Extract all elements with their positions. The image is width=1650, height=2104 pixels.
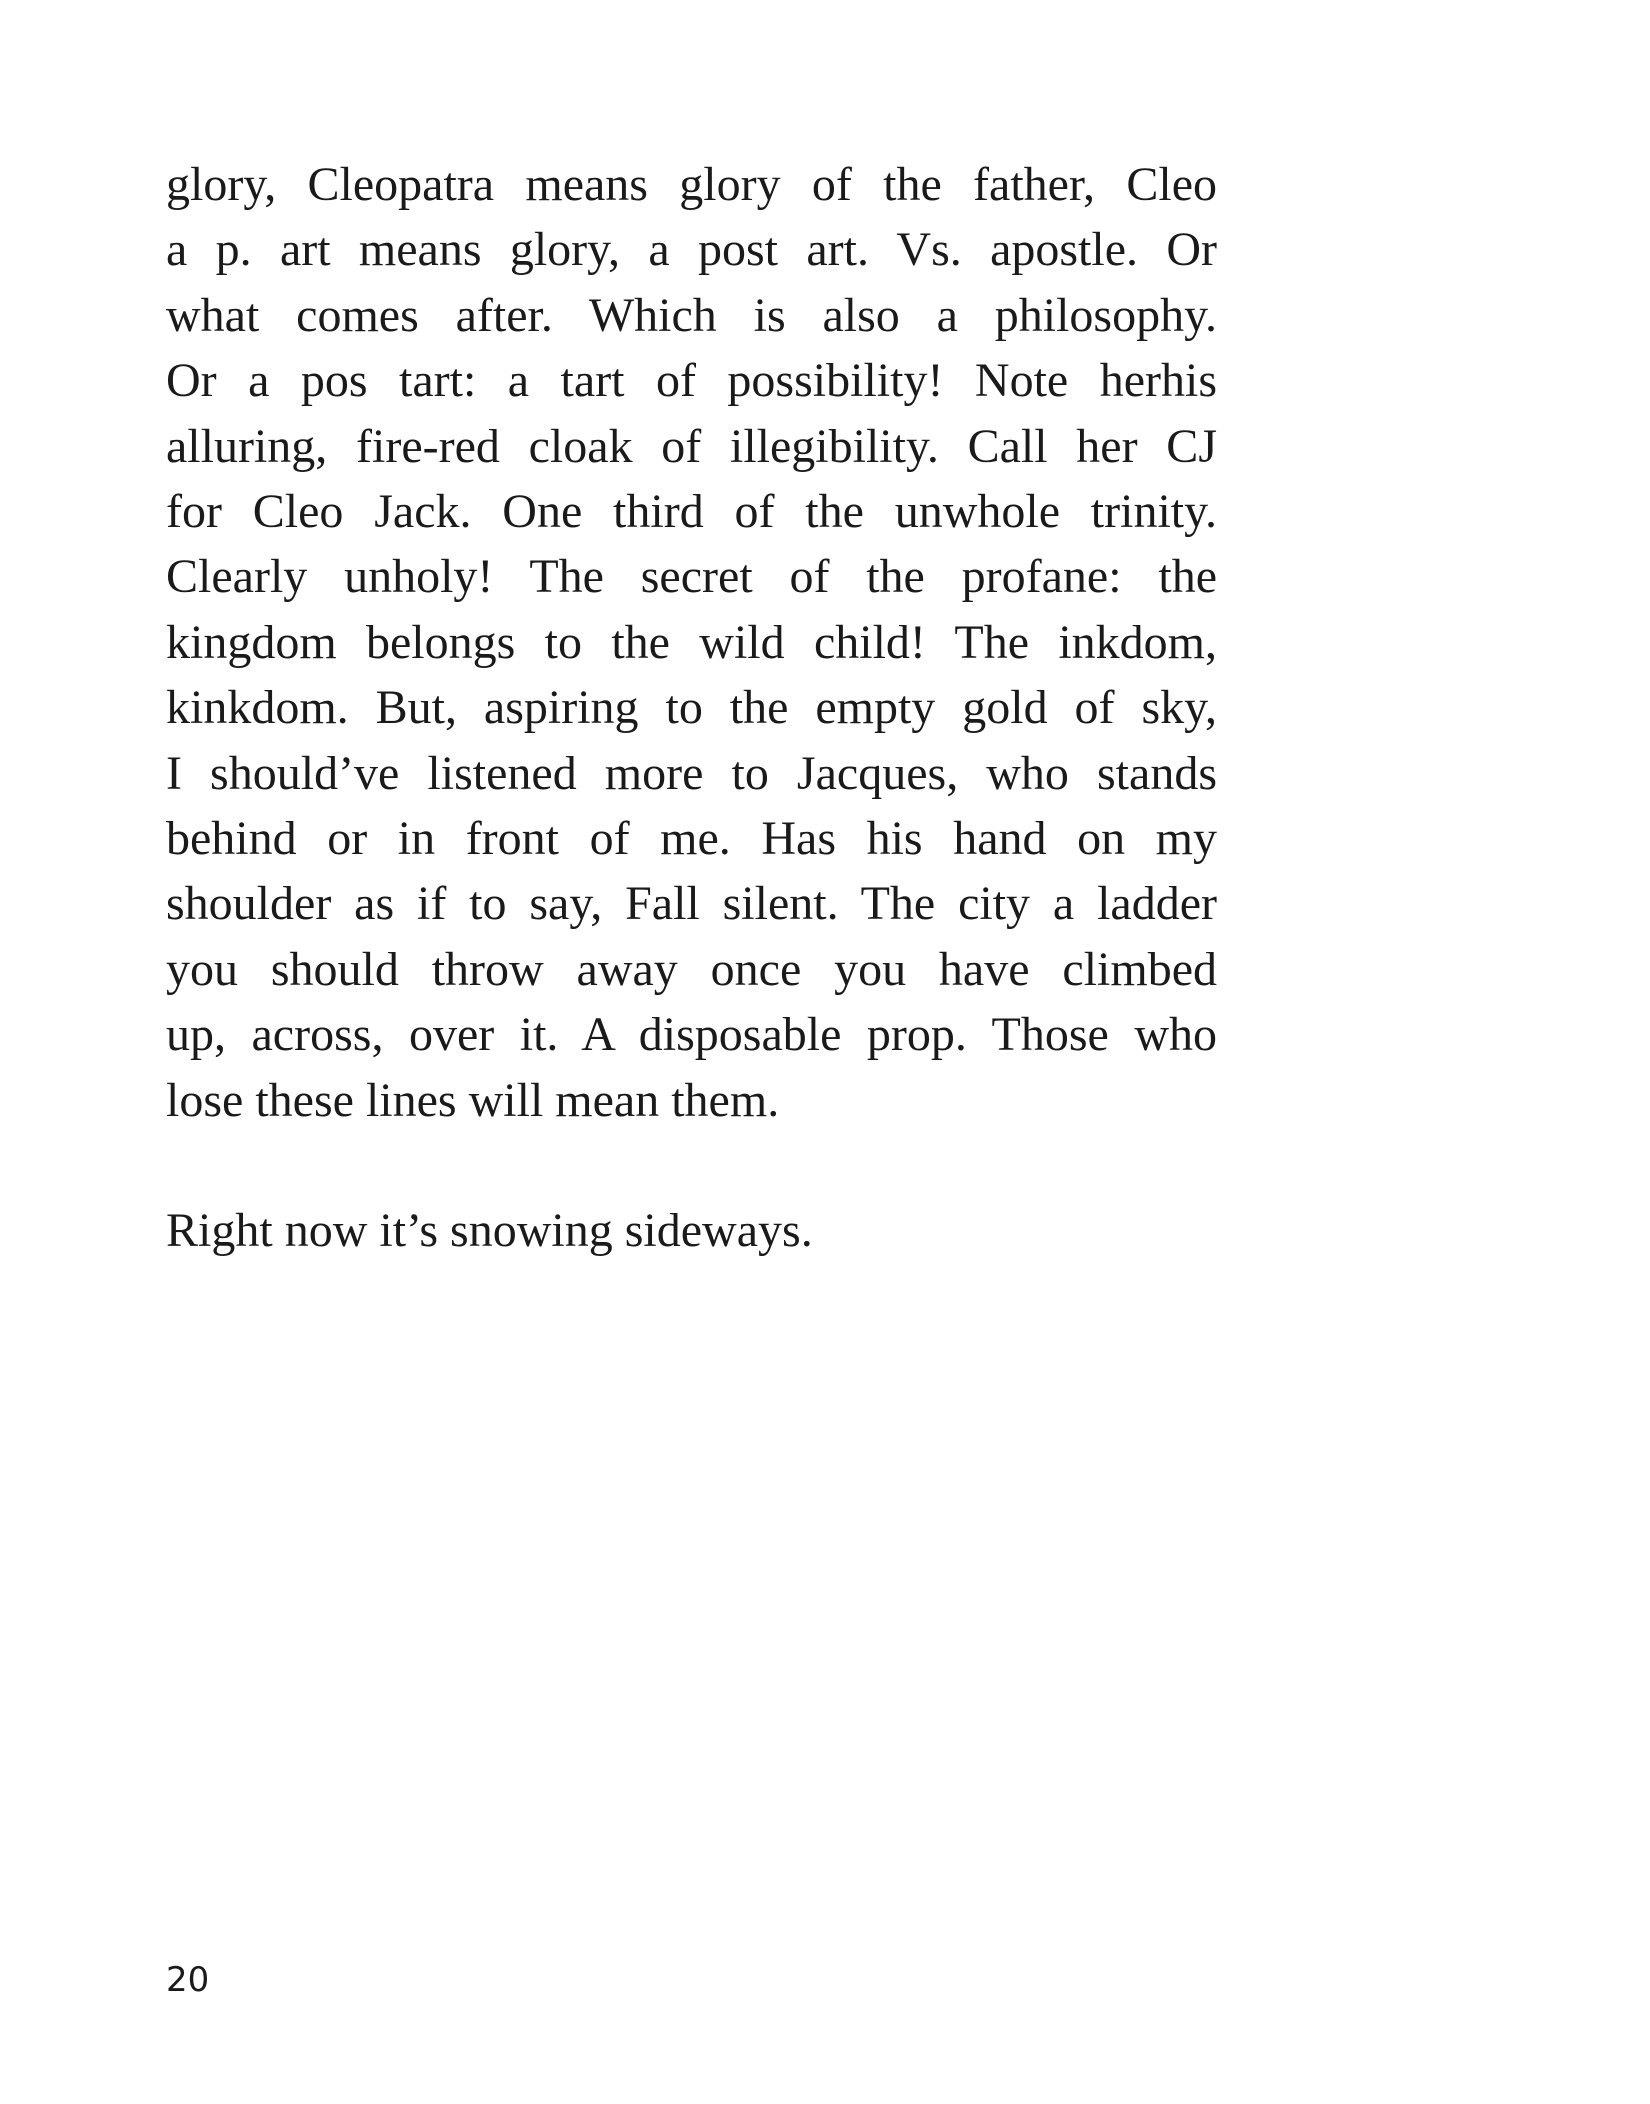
text-line: Or a pos tart: a tart of possibility! Note herhis xyxy=(166,354,1217,408)
text-line: up, across, over it. A disposable prop. Those who xyxy=(166,1008,1217,1062)
text-line: kingdom belongs to the wild child! The inkdom, xyxy=(166,615,1217,669)
text-line: what comes after. Which is also a philosophy. xyxy=(166,288,1217,342)
text-line: you should throw away once you have climbed xyxy=(166,942,1217,996)
text-line: alluring, fire-red cloak of illegibility. Call her CJ xyxy=(166,419,1217,473)
text-line: Right now it’s snowing sideways. xyxy=(166,1204,813,1258)
text-line: a p. art means glory, a post art. Vs. apostle. Or xyxy=(166,223,1217,277)
paragraph-spacer xyxy=(166,1133,1217,1198)
text-line: I should’ve listened more to Jacques, who stands xyxy=(166,746,1217,800)
text-line: behind or in front of me. Has his hand on my xyxy=(166,812,1217,866)
text-line: lose these lines will mean them. xyxy=(166,1073,780,1127)
body-text xyxy=(166,152,1217,1264)
text-line: kinkdom. But, aspiring to the empty gold of sky, xyxy=(166,681,1217,735)
paragraph-1 xyxy=(166,152,1217,1133)
text-line: shoulder as if to say, Fall silent. The city a ladder xyxy=(166,877,1217,931)
paragraph-2 xyxy=(166,1198,1217,1263)
text-line: glory, Cleopatra means glory of the father, Cleo xyxy=(166,158,1217,211)
text-line: for Cleo Jack. One third of the unwhole trinity. xyxy=(166,485,1217,539)
page-number: 20 xyxy=(166,1960,210,2000)
text-line: Clearly unholy! The secret of the profane: the xyxy=(166,550,1217,604)
